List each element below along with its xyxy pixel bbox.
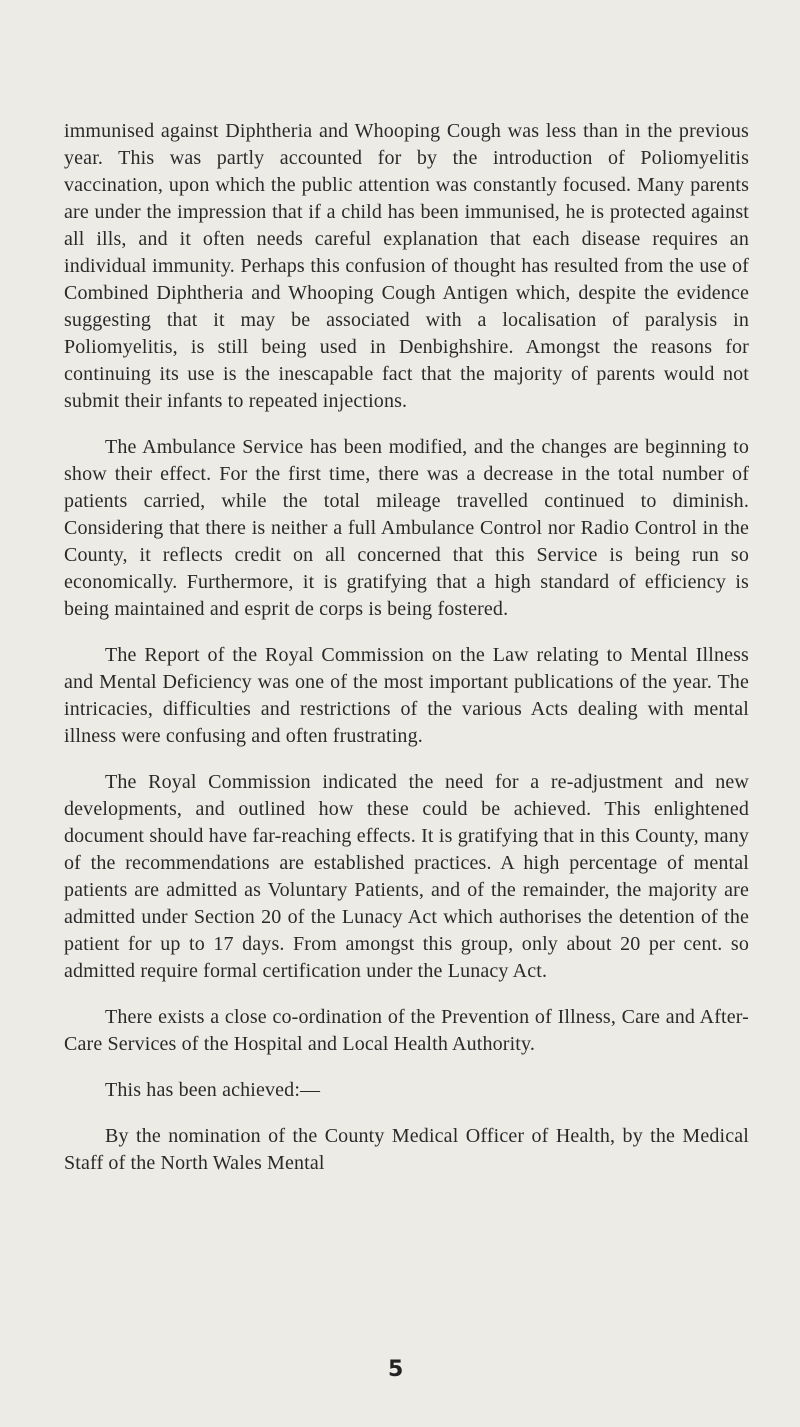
paragraph-immunisation: immunised against Diphtheria and Whooping Cough was less than in the previous year. This was partly accounted for by the introduction of Poliomyelitis vaccination, upon which the public attention was constantly focused. Many parents are under the impression that if a child has been immunised, he is protected against all ills, and it often needs careful explanation that each disease requires an individual immunity. Perhaps this confusion of thought has resulted from the use of Combined Diphtheria and Whooping Cough Antigen which, despite the evidence suggesting that it may be associated with a localisation of paralysis in Poliomyelitis, is still being used in Denbighshire. Amongst the reasons for continuing its use is the inescapable fact that the majority of parents would not submit their infants to repeated injections. <box>64 120 749 412</box>
paragraph-ambulance-service: The Ambulance Service has been modified, and the changes are beginning to show their effect. For the first time, there was a decrease in the total number of patients carried, while the total mileage travelled continued to diminish. Considering that there is neither a full Ambulance Control nor Radio Control in the County, it reflects credit on all concerned that this Service is being run so economically. Furthermore, it is gratifying that a high standard of efficiency is being maintained and esprit de corps is being fostered. <box>64 436 749 620</box>
paragraph-achieved: This has been achieved:— <box>105 1079 321 1101</box>
paragraph-nomination: By the nomination of the County Medical Officer of Health, by the Medical Staff of the North Wales Mental <box>64 1125 749 1174</box>
body-text <box>64 118 749 1177</box>
paragraph-royal-commission-developments: The Royal Commission indicated the need for a re-adjustment and new developments, and outlined how these could be achieved. This enlightened document should have far-reaching effects. It is gratifying that in this County, many of the recommendations are established practices. A high percentage of mental patients are admitted as Voluntary Patients, and of the remainder, the majority are admitted under Section 20 of the Lunacy Act which authorises the detention of the patient for up to 17 days. From amongst this group, only about 20 per cent. so admitted require formal certification under the Lunacy Act. <box>64 771 749 982</box>
paragraph-co-ordination: There exists a close co-ordination of the Prevention of Illness, Care and After-Care Services of the Hospital and Local Health Authority. <box>64 1006 749 1055</box>
paragraph-royal-commission-report: The Report of the Royal Commission on the Law relating to Mental Illness and Mental Deficiency was one of the most important publications of the year. The intricacies, difficulties and restrictions of the various Acts dealing with mental illness were confusing and often frustrating. <box>64 644 749 747</box>
page-number: 5 <box>388 1357 404 1382</box>
